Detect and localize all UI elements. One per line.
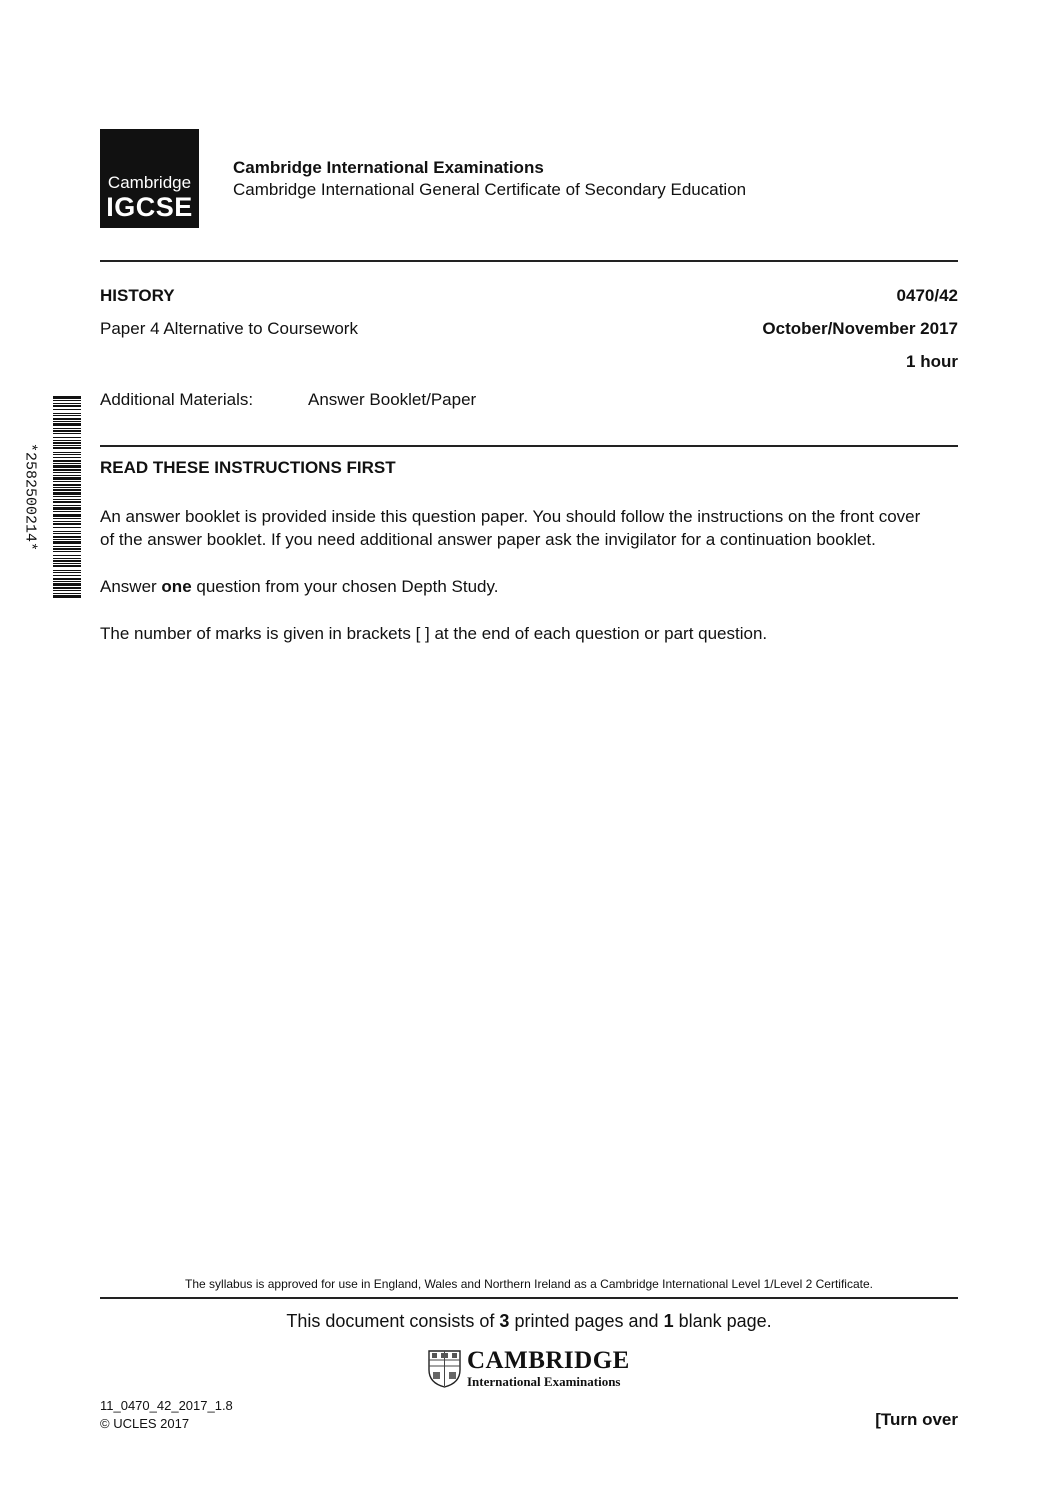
syllabus-note: The syllabus is approved for use in England, Wales and Northern Ireland as a Cambridge International Level 1/Level 2 Certificate. — [185, 1277, 873, 1291]
footer-divider — [100, 1297, 958, 1299]
cambridge-wordmark: CAMBRIDGE — [467, 1347, 630, 1374]
logo-line-igcse: IGCSE — [106, 192, 193, 222]
exam-board-name: Cambridge International Examinations — [233, 158, 544, 177]
printed-pages-count: 3 — [499, 1311, 510, 1331]
cambridge-wordmark-subtitle: International Examinations — [467, 1374, 621, 1389]
instruction-line: of the answer booklet. If you need additional answer paper ask the invigilator for a continuation booklet. — [100, 530, 876, 549]
page-count-text: blank page. — [673, 1311, 772, 1331]
exam-session: October/November 2017 — [762, 319, 958, 338]
blank-pages-count: 1 — [663, 1311, 674, 1331]
instructions-divider — [100, 445, 958, 447]
page-count-text: This document consists of — [286, 1311, 500, 1331]
materials-label: Additional Materials: — [100, 390, 254, 409]
candidate-barcode — [53, 396, 81, 599]
instruction-emphasis: one — [161, 577, 192, 596]
materials-value: Answer Booklet/Paper — [308, 390, 477, 409]
page-count-text: printed pages and — [509, 1311, 664, 1331]
instruction-text: Answer — [100, 577, 162, 596]
instruction-marks: The number of marks is given in brackets [ ] at the end of each question or part question. — [100, 624, 768, 643]
exam-duration: 1 hour — [906, 352, 958, 371]
paper-code: 0470/42 — [896, 286, 958, 305]
document-reference: 11_0470_42_2017_1.8 — [100, 1398, 233, 1413]
qualification-name: Cambridge International General Certificate of Secondary Education — [233, 180, 747, 199]
page-count-statement — [100, 1311, 958, 1332]
paper-name: Paper 4 Alternative to Coursework — [100, 319, 358, 338]
subject-title: HISTORY — [100, 286, 175, 305]
instructions-heading: READ THESE INSTRUCTIONS FIRST — [100, 458, 396, 477]
barcode-number-text: *2582500214* — [21, 442, 39, 552]
logo-line-cambridge: Cambridge — [107, 173, 192, 192]
turn-over-note: [Turn over — [875, 1410, 958, 1429]
instruction-answer-one — [100, 575, 960, 598]
cambridge-crest-icon — [428, 1350, 461, 1388]
instruction-answer-booklet — [100, 505, 960, 551]
copyright-notice: © UCLES 2017 — [100, 1416, 190, 1431]
header-divider — [100, 260, 958, 262]
instruction-text: question from your chosen Depth Study. — [191, 577, 499, 596]
instruction-line: An answer booklet is provided inside this question paper. You should follow the instructions on the front cover — [100, 507, 921, 526]
igcse-logo — [100, 129, 199, 228]
